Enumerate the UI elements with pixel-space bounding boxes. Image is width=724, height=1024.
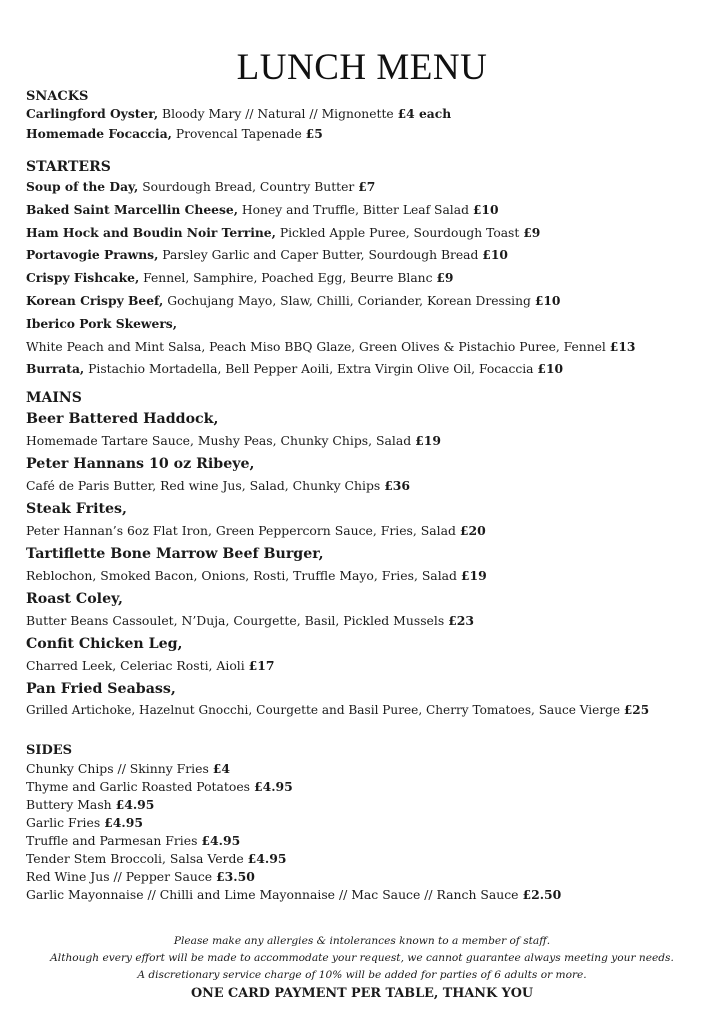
item-name: Homemade Focaccia, [26, 126, 172, 141]
side-item [26, 886, 561, 904]
main-item-name: Tartiflette Bone Marrow Beef Burger, [26, 546, 324, 562]
side-item [26, 868, 561, 886]
item-desc: Pickled Apple Puree, Sourdough Toast [275, 225, 524, 240]
main-item-desc [26, 610, 649, 631]
item-desc: Butter Beans Cassoulet, N’Duja, Courgette, Basil, Pickled Mussels [26, 613, 449, 628]
main-item-name: Roast Coley, [26, 591, 123, 607]
item-name: Soup of the Day, [26, 179, 139, 194]
item-price: £5 [305, 126, 323, 141]
side-item [26, 850, 561, 868]
item-price: £17 [248, 658, 275, 673]
menu-item [26, 199, 635, 222]
side-item [26, 832, 561, 850]
sides-heading: SIDES [26, 743, 73, 758]
item-desc: Reblochon, Smoked Bacon, Onions, Rosti, Truffle Mayo, Fries, Salad [26, 568, 461, 583]
item-desc: White Peach and Mint Salsa, Peach Miso BBQ Glaze, Green Olives & Pistachio Puree, Fennel [26, 339, 610, 354]
item-price: £3.50 [216, 869, 255, 884]
item-price: £9 [436, 270, 454, 286]
snacks-heading: SNACKS [26, 89, 89, 104]
item-price: £19 [415, 433, 441, 448]
main-item-desc [26, 565, 649, 586]
accommodation-note: Although every effort will be made to accommodate your request, we cannot guarantee always meeting your needs. [50, 952, 674, 964]
footer [0, 933, 724, 1004]
side-item [26, 814, 561, 832]
main-item-desc [26, 430, 649, 451]
side-item [26, 760, 561, 778]
main-item-name: Beer Battered Haddock, [26, 411, 219, 427]
side-item [26, 796, 561, 814]
item-price: £10 [534, 292, 561, 308]
menu-item [26, 290, 635, 313]
item-desc: Truffle and Parmesan Fries [26, 833, 202, 848]
menu-item-continuation [26, 336, 635, 359]
item-price: £25 [623, 703, 650, 717]
main-item-name: Steak Frites, [26, 501, 127, 517]
item-desc: Homemade Tartare Sauce, Mushy Peas, Chunky Chips, Salad [26, 433, 416, 448]
item-price: £13 [609, 338, 636, 354]
menu-item [26, 313, 635, 336]
item-desc: Buttery Mash [26, 797, 116, 812]
main-item-name: Peter Hannans 10 oz Ribeye, [26, 456, 255, 472]
item-price: £10 [482, 247, 508, 263]
payment-note: ONE CARD PAYMENT PER TABLE, THANK YOU [190, 986, 534, 1001]
item-name: Iberico Pork Skewers, [26, 315, 178, 331]
item-price: £20 [459, 523, 486, 538]
item-desc: Red Wine Jus // Pepper Sauce [26, 869, 217, 884]
sides-section [26, 742, 561, 904]
menu-item [26, 267, 635, 290]
item-name: Crispy Fishcake, [26, 270, 140, 286]
side-item [26, 778, 561, 796]
item-desc: Gochujang Mayo, Slaw, Chilli, Coriander, Korean Dressing [163, 293, 535, 308]
item-desc: Garlic Fries [26, 815, 105, 830]
snacks-section [26, 89, 451, 144]
main-item-name: Confit Chicken Leg, [26, 636, 183, 652]
item-desc: Provencal Tapenade [171, 127, 306, 141]
menu-item [26, 358, 635, 381]
item-name: Burrata, [26, 361, 85, 377]
item-name: Baked Saint Marcellin Cheese, [26, 201, 239, 217]
item-desc: Fennel, Samphire, Poached Egg, Beurre Blanc [139, 271, 437, 286]
item-price: £19 [460, 568, 487, 583]
item-desc: Charred Leek, Celeriac Rosti, Aioli [26, 658, 249, 673]
item-desc: Peter Hannan’s 6oz Flat Iron, Green Peppercorn Sauce, Fries, Salad [26, 523, 460, 538]
item-desc: Grilled Artichoke, Hazelnut Gnocchi, Courgette and Basil Puree, Cherry Tomatoes, Sauce Vierge [26, 703, 624, 717]
main-item-name: Pan Fried Seabass, [26, 681, 176, 697]
starters-section [26, 158, 635, 381]
service-charge-note: A discretionary service charge of 10% will be added for parties of 6 adults or more. [137, 969, 587, 981]
menu-item [26, 104, 451, 124]
item-price: £23 [448, 613, 475, 628]
item-desc: Parsley Garlic and Caper Butter, Sourdough Bread [158, 248, 483, 263]
mains-heading: MAINS [26, 390, 82, 406]
item-desc: Café de Paris Butter, Red wine Jus, Salad, Chunky Chips [26, 478, 385, 493]
item-desc: Chunky Chips // Skinny Fries [26, 761, 213, 776]
item-price: £4.95 [201, 833, 241, 848]
item-price: £7 [358, 179, 376, 194]
item-name: Carlingford Oyster, [26, 106, 159, 121]
item-name: Portavogie Prawns, [26, 247, 159, 263]
item-price: £10 [472, 201, 499, 217]
main-item-desc [26, 520, 649, 541]
main-item-desc [26, 475, 649, 496]
item-desc: Garlic Mayonnaise // Chilli and Lime Mayonnaise // Mac Sauce // Ranch Sauce [26, 887, 523, 902]
item-price: £2.50 [522, 887, 562, 902]
item-price: £4.95 [104, 815, 143, 830]
item-price: £4 each [397, 106, 452, 121]
item-desc: Sourdough Bread, Country Butter [138, 180, 359, 194]
allergy-note: Please make any allergies & intolerances known to a member of staff. [173, 935, 551, 947]
item-price: £10 [537, 361, 564, 377]
menu-item [26, 244, 635, 267]
item-name: Ham Hock and Boudin Noir Terrine, [26, 224, 276, 240]
main-item-desc [26, 655, 649, 676]
menu-item [26, 222, 635, 245]
item-price: £9 [523, 224, 541, 240]
item-desc: Tender Stem Broccoli, Salsa Verde [26, 851, 248, 866]
main-item-desc [26, 700, 649, 721]
item-price: £36 [384, 478, 411, 493]
item-desc: Pistachio Mortadella, Bell Pepper Aoili, Extra Virgin Olive Oil, Focaccia [84, 362, 538, 377]
mains-section [26, 388, 649, 724]
item-desc: Bloody Mary // Natural // Mignonette [158, 107, 398, 121]
menu-item [26, 124, 451, 144]
item-price: £4.95 [115, 797, 155, 812]
item-price: £4 [212, 761, 231, 776]
item-desc: Honey and Truffle, Bitter Leaf Salad [238, 202, 473, 217]
menu-title: LUNCH MENU [236, 47, 488, 88]
item-name: Korean Crispy Beef, [26, 292, 164, 308]
menu-item [26, 176, 635, 199]
starters-heading: STARTERS [26, 159, 111, 175]
item-price: £4.95 [247, 851, 287, 866]
item-desc: Thyme and Garlic Roasted Potatoes [26, 779, 254, 794]
item-price: £4.95 [253, 779, 293, 794]
